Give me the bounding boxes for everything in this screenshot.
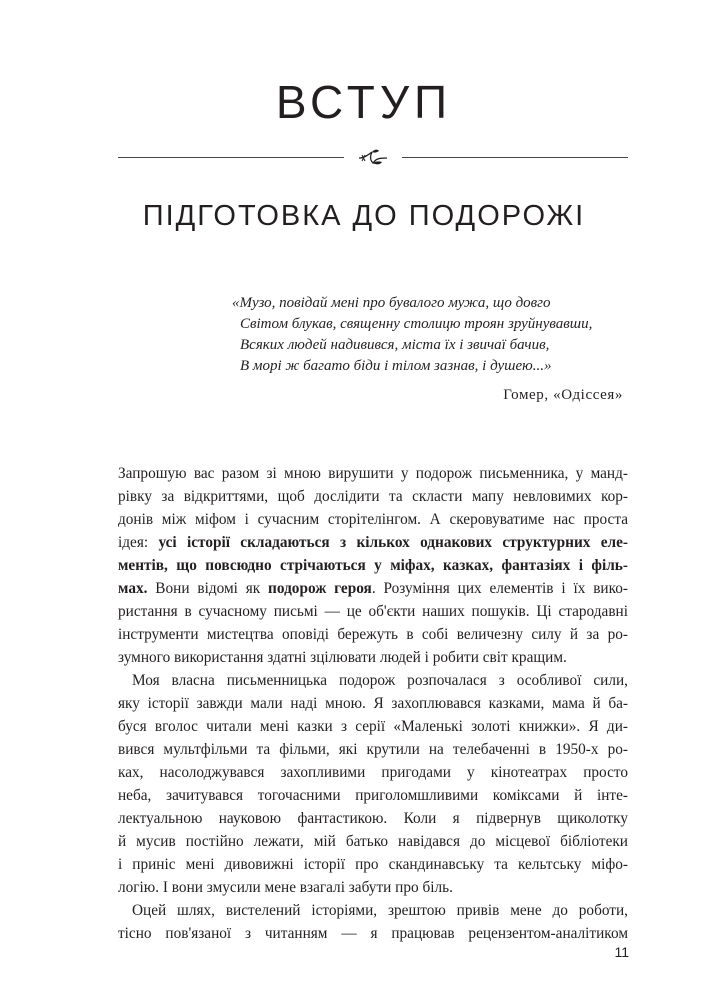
paragraph-3 [118,899,628,945]
divider-line-right [402,157,628,158]
text-segment: ідея: [118,534,159,551]
title-divider [118,146,628,170]
text-line: неба, зачитувався тогочасними приголомшливими коміксами й інте- [118,787,628,804]
text-line [118,554,628,577]
text-line: інструменти мистецтва оповіді бережуть в собі величезну силу й за ро- [118,626,628,643]
text-line: Запрошую вас разом зі мною вирушити у подорож письменника, у манд- [118,465,628,482]
text-line: ках, насолоджувався захопливими пригодами у кінотеатрах просто [118,764,628,781]
chapter-label: ВСТУП [275,76,453,128]
text-line: рівку за відкриттями, щоб дослідити та скласти мапу невловимих кор- [118,488,628,505]
emphasis-text: ментів, що повсюдно стрічаються у міфах, казках, фантазіях і філь- [118,557,628,574]
text-line: яку історії завжди мали наді мною. Я захоплювався казками, мама й ба- [118,695,628,712]
emphasis-text: подорож героя [268,580,372,597]
text-line: тісно пов'язаної з читанням — я працював рецензентом-аналітиком [118,925,628,942]
epigraph-attribution: Гомер, «Одіссея» [503,387,623,403]
epigraph [232,293,626,377]
divider-line-left [118,157,344,158]
text-line: зумного використання здатні зцілювати людей і робити світ кращим. [118,649,567,666]
text-line [118,577,628,600]
text-line: буся вголос читали мені казки з серії «Маленькі золоті книжки». Я ди- [118,718,628,735]
text-line: донів між міфом і сучасним сторітелінгом. А скеровуватиме нас проста [118,511,628,528]
body-text [118,462,628,945]
epigraph-line: «Музо, повідай мені про бувалого мужа, що довго [232,295,551,311]
text-segment: . Розуміння цих елементів і їх вико- [371,580,628,597]
paragraph-2 [118,669,628,899]
paragraph-1 [118,462,628,669]
fleuron-icon [356,146,390,170]
epigraph-line: Світом блукав, священну столицю троян зруйнувавши, [240,316,593,332]
text-segment: Вони відомі як [147,580,269,597]
text-line: Моя власна письменницька подорож розпочалася з особливої сили, [132,672,628,689]
text-line: вився мультфільми та фільми, які крутили на телебаченні в 1950-х ро- [118,741,628,758]
epigraph-line: В морі ж багато біди і тілом зазнав, і душею...» [240,358,552,374]
epigraph-line: Всяких людей надивився, міста їх і звичаї бачив, [240,337,550,353]
text-line: Оцей шлях, вистелений історіями, зрештою привів мене до роботи, [132,902,628,919]
chapter-title: ПІДГОТОВКА ДО ПОДОРОЖІ [142,200,586,232]
page-number: 11 [614,944,629,960]
emphasis-text: усі історії складаються з кількох однакових структурних еле- [158,534,628,551]
text-line: логію. І вони змусили мене взагалі забути про біль. [118,879,453,896]
text-line [118,531,628,554]
emphasis-text: мах. [118,580,148,597]
text-line: й мусив постійно лежати, мій батько навідався до місцевої бібліотеки [118,833,628,850]
text-line: лектуальною науковою фантастикою. Коли я підвернув щиколотку [118,810,628,827]
text-line: ристання в сучасному письмі — це об'єкти наших пошуків. Ці стародавні [118,603,628,620]
text-line: і приніс мені дивовижні історії про скандинавську та кельтську міфо- [118,856,628,873]
